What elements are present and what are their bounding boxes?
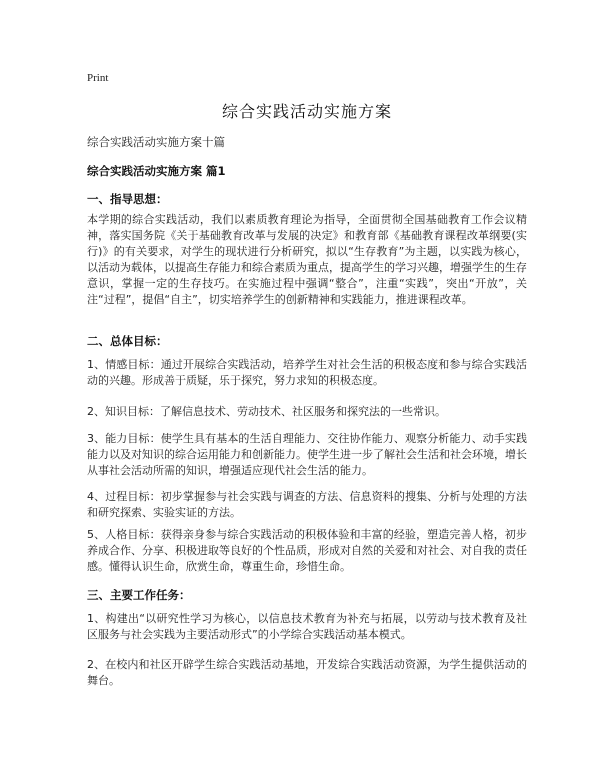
page-title: 综合实践活动实施方案	[221, 102, 392, 121]
section-heading-main-tasks: 三、主要工作任务：	[87, 588, 191, 602]
paragraph-knowledge-goal: 2、知识目标：了解信息技术、劳动技术、社区服务和探究法的一些常识。	[87, 405, 446, 418]
paragraph-task-1: 1、构建出“以研究性学习为核心，以信息技术教育为补充与拓展，以劳动与技术教育及社区服务与社会实践为主要活动形式”的小学综合实践活动基本模式。	[87, 612, 527, 641]
paragraph-process-goal: 4、过程目标：初步掌握参与社会实践与调查的方法、信息资料的搜集、分析与处理的方法和研究探索、实验实证的方法。	[87, 490, 527, 519]
paragraph-task-2: 2、在校内和社区开辟学生综合实践活动基地，开发综合实践活动资源，为学生提供活动的舞台。	[87, 658, 527, 687]
paragraph-ability-goal: 3、能力目标：使学生具有基本的生活自理能力、交往协作能力、观察分析能力、动手实践能力以及对知识的综合运用能力和创新能力。使学生进一步了解社会生活和社会环境，增长从事社会活动所需的知识，增强适应现代社会生活的能力。	[87, 432, 527, 477]
section-heading-guiding-ideology: 一、指导思想：	[87, 192, 168, 206]
paragraph-guiding-ideology: 本学期的综合实践活动，我们以素质教育理论为指导，全面贯彻全国基础教育工作会议精神，落实国务院《关于基础教育改革与发展的决定》和教育部《基础教育课程改革纲要(实行)》的有关要求，对学生的现状进行分析研究，拟以“生存教育”为主题，以实践为核心，以活动为载体，以提高生存能力和综合素质为重点，提高学生的学习兴趣，增强学生的生存意识，掌握一定的生存技巧。在实施过程中强调“整合”，注重“实践”，突出“开放”，关注“过程”，提倡“自主”，切实培养学生的创新精神和实践能力，推进课程改革。	[87, 213, 527, 306]
subtitle: 综合实践活动实施方案十篇	[87, 135, 225, 149]
article-heading: 综合实践活动实施方案 篇1	[87, 164, 226, 178]
paragraph-personality-goal: 5、人格目标：获得亲身参与综合实践活动的积极体验和丰富的经验，塑造完善人格，初步养成合作、分享、积极进取等良好的个性品质，形成对自然的关爱和对社会、对自我的责任感。懂得认识生命，欣赏生命，尊重生命，珍惜生命。	[87, 528, 527, 573]
paragraph-emotion-goal: 1、情感目标：通过开展综合实践活动，培养学生对社会生活的积极态度和参与综合实践活动的兴趣。形成善于质疑，乐于探究，努力求知的积极态度。	[87, 358, 527, 387]
print-link[interactable]: Print	[87, 72, 109, 84]
section-heading-overall-goals: 二、总体目标：	[87, 334, 168, 348]
